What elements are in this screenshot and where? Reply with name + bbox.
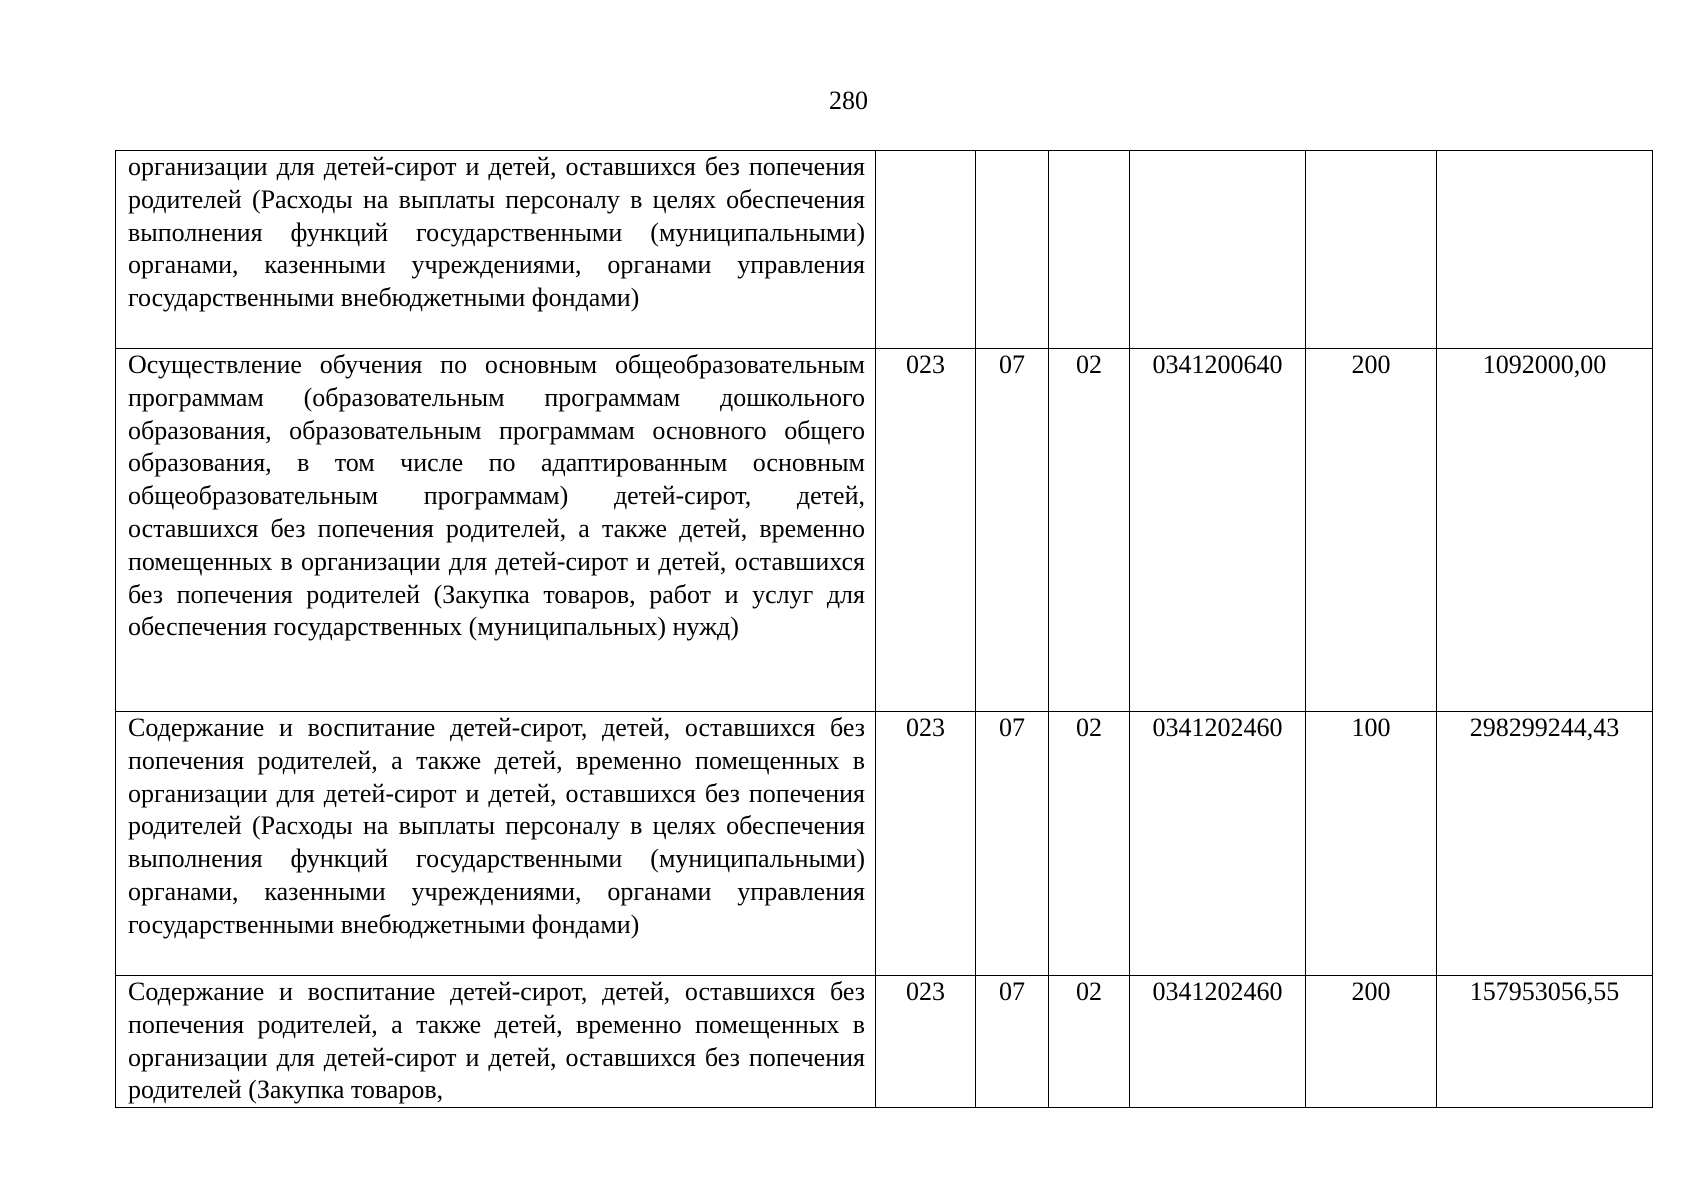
- row-description: Содержание и воспитание детей-сирот, детей, оставшихся без попечения родителей, а также детей, временно помещенных в организации для детей-сирот и детей, оставшихся без попечения родителей (Закупка товаров,: [116, 976, 876, 1108]
- row-pr: [1049, 151, 1130, 349]
- row-pr: 02: [1049, 349, 1130, 712]
- row-ved: [876, 151, 976, 349]
- row-vr: 100: [1306, 712, 1437, 976]
- row-pr: 02: [1049, 976, 1130, 1108]
- row-rz: 07: [976, 349, 1049, 712]
- row-ved: 023: [876, 976, 976, 1108]
- table-row: [116, 151, 1653, 349]
- row-sum: 157953056,55: [1437, 976, 1653, 1108]
- row-rz: 07: [976, 976, 1049, 1108]
- row-csr: 0341202460: [1130, 712, 1306, 976]
- page-number: 280: [829, 86, 868, 115]
- row-description: Осуществление обучения по основным общеобразовательным программам (образовательным программам дошкольного образования, образовательным программам основного общего образования, в том числе по адаптированным основным общеобразовательным программам) детей-сирот, детей, оставшихся без попечения родителей, а также детей, временно помещенных в организации для детей-сирот и детей, оставшихся без попечения родителей (Закупка товаров, работ и услуг для обеспечения государственных (муниципальных) нужд): [116, 349, 876, 712]
- row-rz: 07: [976, 712, 1049, 976]
- table-row: [116, 349, 1653, 712]
- row-csr: [1130, 151, 1306, 349]
- budget-table: [115, 150, 1653, 1108]
- row-csr: 0341200640: [1130, 349, 1306, 712]
- row-csr: 0341202460: [1130, 976, 1306, 1108]
- row-vr: 200: [1306, 976, 1437, 1108]
- row-sum: [1437, 151, 1653, 349]
- row-description: организации для детей-сирот и детей, оставшихся без попечения родителей (Расходы на выплаты персоналу в целях обеспечения выполнения функций государственными (муниципальными) органами, казенными учреждениями, органами управления государственными внебюджетными фондами): [116, 151, 876, 349]
- row-vr: 200: [1306, 349, 1437, 712]
- row-sum: 298299244,43: [1437, 712, 1653, 976]
- row-ved: 023: [876, 349, 976, 712]
- row-pr: 02: [1049, 712, 1130, 976]
- table-row: [116, 976, 1653, 1108]
- row-description: Содержание и воспитание детей-сирот, детей, оставшихся без попечения родителей, а также детей, временно помещенных в организации для детей-сирот и детей, оставшихся без попечения родителей (Расходы на выплаты персоналу в целях обеспечения выполнения функций государственными (муниципальными) органами, казенными учреждениями, органами управления государственными внебюджетными фондами): [116, 712, 876, 976]
- row-sum: 1092000,00: [1437, 349, 1653, 712]
- row-rz: [976, 151, 1049, 349]
- row-vr: [1306, 151, 1437, 349]
- table-row: [116, 712, 1653, 976]
- row-ved: 023: [876, 712, 976, 976]
